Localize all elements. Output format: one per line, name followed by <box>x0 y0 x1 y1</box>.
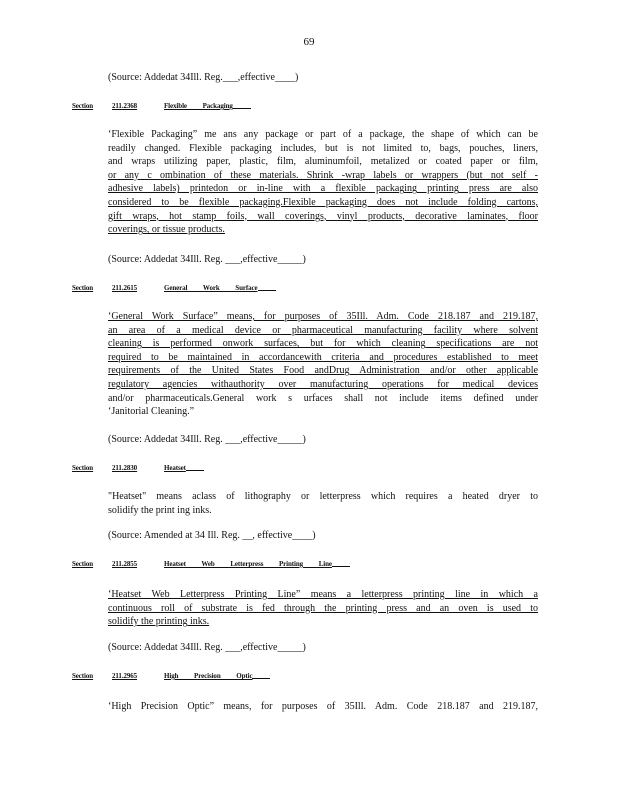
definition-line: solidify the print ing inks. <box>108 504 212 516</box>
definition-paragraph <box>108 310 538 419</box>
definition-line: and wraps utilizing paper, plastic, film, aluminumfoil, metalized or coated paper or film, <box>108 156 538 168</box>
section-heading-section: Section <box>72 284 94 292</box>
definition-line: cleaning is performed onwork surfaces, but for which cleaning specifications are not <box>108 338 538 350</box>
section-heading-number: 211.2830 <box>112 464 138 472</box>
section-heading-number: 211.2965 <box>112 672 138 680</box>
section-heading-title: Heatset Web Letterpress Printing Line <box>164 560 332 568</box>
section-heading-section: Section <box>72 102 94 110</box>
section-heading-section: Section <box>72 560 94 568</box>
definition-paragraph <box>108 490 538 517</box>
section-heading <box>72 464 542 472</box>
definition-line: "Heatset" means aclass of lithography or letterpress which requires a heated dryer to <box>108 491 538 502</box>
definition-paragraph <box>108 700 538 714</box>
section-heading-section: Section <box>72 464 94 472</box>
definition-line: regulatory agencies withauthority over manufacturing operations for medical devices <box>108 378 538 390</box>
section-heading-title: High Precision Optic <box>164 672 253 680</box>
section-heading-number: 211.2368 <box>112 102 138 110</box>
definition-line: readily changed. Flexible packaging includes, but is not limited to, bags, pouches, liners, <box>108 142 538 154</box>
source-note: (Source: Addedat 34Ill. Reg. ___,effective_____) <box>108 434 306 445</box>
definition-line: ‘Janitorial Cleaning.” <box>108 406 195 418</box>
definition-line: solidify the printing inks. <box>108 616 210 628</box>
page-number: 69 <box>303 36 315 48</box>
definition-paragraph <box>108 128 538 237</box>
section-heading <box>72 284 542 292</box>
definition-line: required to be maintained in accordancewith criteria and procedures established to meet <box>108 351 538 363</box>
section-heading <box>72 102 542 110</box>
definition-line: an area of a medical device or pharmaceutical manufacturing facility where solvent <box>108 324 538 336</box>
section-heading-number: 211.2615 <box>112 284 138 292</box>
section-heading-section: Section <box>72 672 94 680</box>
definition-line: adhesive labels) printedon or in-line with a flexible packaging printing press are also <box>108 183 538 195</box>
section-heading-title: Heatset <box>164 464 186 472</box>
source-note: (Source: Addedat 34Ill. Reg. ___,effective_____) <box>108 254 306 265</box>
definition-line: or any c ombination of these materials. Shrink -wrap labels or wrappers (but not self - <box>108 169 538 181</box>
definition-line: ‘High Precision Optic” means, for purposes of 35Ill. Adm. Code 218.187 and 219.187, <box>108 701 538 712</box>
definition-line: ‘General Work Surface” means, for purposes of 35Ill. Adm. Code 218.187 and 219.187, <box>108 311 538 322</box>
section-heading-title: Flexible Packaging <box>164 102 233 110</box>
definition-line: coverings, or tissue products. <box>108 224 225 236</box>
definition-line: requirements of the United States Food andDrug Administration and/or other applicable <box>108 365 538 377</box>
source-note: (Source: Addedat 34Ill. Reg.___,effective____) <box>108 72 299 83</box>
definition-line: ‘Heatset Web Letterpress Printing Line” means a letterpress printing line in which a <box>108 589 538 600</box>
definition-line: ‘Flexible Packaging” me ans any package or part of a package, the shape of which can be <box>108 129 538 140</box>
definition-line: gift wraps, hot stamp foils, wall coverings, vinyl products, decorative laminates, floor <box>108 210 538 222</box>
definition-line: considered to be flexible packaging.Flexible packaging does not include folding cartons, <box>108 196 538 208</box>
section-heading-number: 211.2855 <box>112 560 138 568</box>
source-note: (Source: Amended at 34 Ill. Reg. __, effective____) <box>108 530 316 541</box>
definition-line: and/or pharmaceuticals.General work s urfaces shall not include items defined under <box>108 392 538 404</box>
source-note: (Source: Addedat 34Ill. Reg. ___,effective_____) <box>108 642 306 653</box>
definition-paragraph <box>108 588 538 629</box>
definition-line: continuous roll of substrate is fed through the printing press and an oven is used to <box>108 602 538 614</box>
section-heading <box>72 560 542 568</box>
section-heading-title: General Work Surface <box>164 284 258 292</box>
section-heading <box>72 672 542 680</box>
